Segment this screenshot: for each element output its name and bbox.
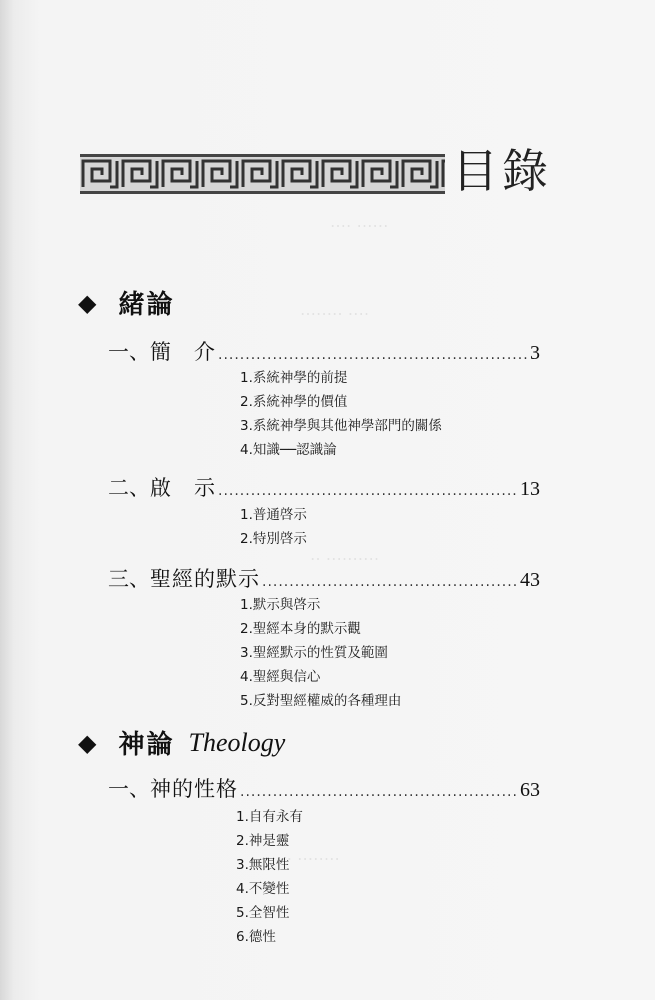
list-item: 1.普通啓示: [240, 507, 307, 523]
ghost-text: ‥ ‥‥‥‥‥: [310, 545, 380, 564]
toc-header: [80, 144, 560, 198]
section-heading-intro: [78, 284, 174, 321]
list-item: 5.反對聖經權威的各種理由: [240, 693, 402, 709]
chapter-number: 三、: [108, 567, 150, 591]
section-title: 神論: [118, 730, 175, 760]
list-item: 3.系統神學與其他神學部門的關係: [240, 418, 442, 434]
list-item: 4.聖經與信心: [240, 669, 321, 685]
section-english-title: Theology: [188, 727, 286, 757]
list-item: 6.德性: [236, 929, 276, 945]
chapter-number: 一、: [108, 340, 150, 364]
page-title: 目錄: [452, 144, 552, 198]
chapter-items: [236, 805, 303, 949]
section-title: 緒論: [118, 290, 175, 320]
dot-leader: [218, 483, 518, 499]
chapter-page-number: 63: [520, 779, 540, 801]
chapter-row[interactable]: [108, 472, 540, 502]
chapter-items: [240, 503, 307, 551]
dot-leader: [240, 784, 518, 800]
ghost-text: ‥‥ ‥‥‥: [330, 212, 389, 231]
chapter-items: [240, 366, 442, 462]
dot-leader: [218, 347, 528, 363]
diamond-bullet-icon: ◆: [78, 288, 97, 317]
chapter-row[interactable]: [108, 563, 540, 593]
chapter-number: 二、: [108, 476, 150, 500]
list-item: 3.無限性: [236, 857, 290, 873]
greek-key-ornament: [80, 154, 445, 194]
list-item: 2.特別啓示: [240, 531, 307, 547]
list-item: 5.全智性: [236, 905, 290, 921]
chapter-page-number: 13: [520, 478, 540, 500]
list-item: 1.系統神學的前提: [240, 370, 348, 386]
list-item: 2.聖經本身的默示觀: [240, 621, 361, 637]
chapter-items: [240, 593, 401, 713]
list-item: 4.知識──認識論: [240, 442, 337, 458]
list-item: 1.自有永有: [236, 809, 303, 825]
chapter-page-number: 3: [530, 342, 540, 364]
dot-leader: [262, 574, 518, 590]
chapter-title: 聖經的默示: [150, 567, 260, 591]
list-item: 2.系統神學的價值: [240, 394, 348, 410]
chapter-page-number: 43: [520, 569, 540, 591]
list-item: 1.默示與啓示: [240, 597, 321, 613]
section-heading-theology: [78, 724, 285, 761]
chapter-number: 一、: [108, 777, 150, 801]
list-item: 2.神是靈: [236, 833, 290, 849]
chapter-title: 啟 示: [150, 476, 216, 500]
list-item: 3.聖經默示的性質及範圍: [240, 645, 388, 661]
ghost-text: ‥‥‥‥ ‥‥: [300, 300, 370, 319]
chapter-row[interactable]: [108, 336, 540, 366]
list-item: 4.不變性: [236, 881, 290, 897]
chapter-title: 神的性格: [150, 777, 238, 801]
diamond-bullet-icon: ◆: [78, 728, 97, 757]
chapter-title: 簡 介: [150, 340, 216, 364]
chapter-row[interactable]: [108, 773, 540, 803]
ghost-text: ‥‥‥ ‥‥‥‥: [260, 845, 340, 864]
